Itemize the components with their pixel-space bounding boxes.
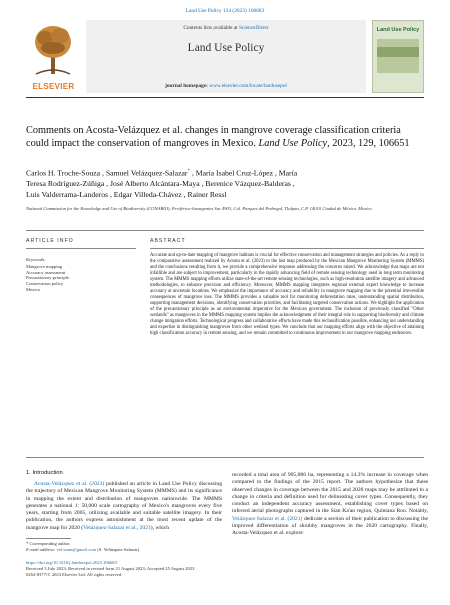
- email-label: E-mail address:: [26, 547, 57, 553]
- keyword-item: Mexico: [26, 286, 41, 292]
- homepage-line: [86, 83, 366, 89]
- keyword-item: Conservation policy: [26, 281, 64, 287]
- introduction-heading: 1. Introduction: [26, 470, 63, 476]
- title-tail: , 2023, 129, 106651: [327, 138, 410, 149]
- cover-graphic-band: [377, 47, 419, 57]
- email-link[interactable]: vel.ssam@gmail.com: [56, 547, 97, 553]
- journal-info-box: [86, 20, 366, 93]
- corresponding-author-mark[interactable]: *: [187, 169, 190, 174]
- abstract-text: Accurate and up-to-date mapping of mangrove habitats is crucial for effective conservation and management strategies and policies. As a reply to the comparative assessment realized by Acosta et al. (2023) to the last map produced by the Mexican Mangrove Monitoring System (MMMS) and the conclusions resulting from it, we provide a comprehensive response addressing the concerns raised. We acknowledge that maps are not infallible and are subject to improvement, particularly in the rapidly advancing field of remote sensing technology used in long term monitoring system. The MMMS mapping efforts utilize state-of-the-art remote sensing technologies, such as high-resolution satellite imagery and advanced methodologies, to enhance precision and efficiency. Moreover, MMMS mapping integrates regional external expert knowledge to increase accuracy at uncertain locations. We emphasize the importance of accuracy and reliability in mangrove mapping due to the potential irreversible consequences of mangrove loss. The MMMS provides a valuable tool for monitoring deforestation rates, understanding spatial distribution, supporting management decisions, identifying conservation priorities, and facilitating targeted conservation actions. We highlight the application of the precautionary principle as an environmental imperative for the Mexican government. The inclusion of previously classified "Other wetlands" as mangroves in the MMMS mapping system implies the acknowledgment of their integral role in supporting biodiversity and climate change mitigation efforts. Technological progress and collaborative efforts have made this reclassification possible, enhancing our understanding and expertise in distinguishing mangroves from other wetland types. We conclude that our mapping efforts align with the objective of attaining high classification accuracy in remote sensing, and we remain committed to continuous improvement in our mangrove mapping endeavors.: [150, 253, 424, 337]
- authors-line1: Carlos H. Troche-Souza , Samuel Velázquez-Salazar: [26, 168, 188, 178]
- authors-line2: Teresa Rodríguez-Zúñiga , José Alberto Alcántara-Maya , Berenice Vázquez-Balderas ,: [26, 179, 295, 189]
- footnote: [26, 541, 226, 554]
- abstract-rule: [150, 248, 424, 249]
- received-dates: Received 3 July 2023; Received in revised form 21 August 2023; Accepted 25 August 2023: [26, 566, 195, 572]
- journal-masthead: [26, 20, 424, 93]
- keyword-item: Precautionary principle: [26, 275, 69, 281]
- sciencedirect-link[interactable]: ScienceDirect: [238, 25, 269, 31]
- masthead-rule: [26, 97, 424, 98]
- citation-link[interactable]: Acosta-Velázquez et al. (2023): [34, 481, 105, 487]
- contents-prefix: Contents lists available at: [183, 25, 239, 31]
- intro-left-tail: ), which: [150, 524, 170, 531]
- abstract-heading: ABSTRACT: [150, 238, 186, 244]
- footnote-label: Corresponding author.: [28, 541, 71, 546]
- author-list: [26, 167, 416, 200]
- cover-title: Land Use Policy: [376, 27, 420, 33]
- title-journal: Land Use Policy: [258, 138, 328, 149]
- elsevier-logo[interactable]: [26, 20, 81, 93]
- title-main: Comments on Acosta-Velázquez et al. changes in mangrove coverage classification criteria could impact the conservation of mangroves in Mexico.: [26, 125, 401, 149]
- intro-right-text-a: recorded a total area of 905,086 ha, representing a 14.3% increase in coverage when compared to the findings of the 2015 report. The authors hypothesize that these observed changes in coverage between the 2015 and 2020 maps may be attributed to a change in criteria and definition used for delineating cover types. Consequently, they conduct an independent accuracy assessment, establishing cover types based on inferred aerial photographs captured in the Sian Ka'an region, Quintana Roo. Notably,: [232, 472, 428, 515]
- authors-line1-tail: , María Isabel Cruz-López , María: [189, 168, 298, 178]
- article-info-rule: [26, 248, 136, 249]
- homepage-link[interactable]: www.elsevier.com/locate/landusepol: [209, 83, 287, 89]
- journal-name: Land Use Policy: [187, 42, 265, 54]
- abstract-divider: [26, 457, 424, 458]
- doi-link[interactable]: https://doi.org/10.1016/j.landusepol.2023.106683: [26, 560, 117, 565]
- intro-right-text-b: dedicate a section of their publication to discussing the improved differentiation of shrubby mangroves in the 2020 cartography. Finally, Acosta-Velázquez et al. explore: [232, 515, 428, 537]
- email-tail: (S. Velázquez-Salazar).: [96, 547, 141, 553]
- authors-line3: Luis Valderrama-Landeros , Edgar Villeda-Chávez , Rainer Ressl: [26, 189, 227, 199]
- affiliation: National Commission for the Knowledge and Use of Biodiversity (CONABIO), Periférico-Insurgentes Sur 4903, Col. Parques del Pedregal, Tlalpan, C.P. 14010 Ciudad de México, Mexico: [26, 206, 372, 211]
- copyright: 0264-8377/© 2023 Elsevier Ltd. All rights reserved.: [26, 572, 123, 578]
- citation-link[interactable]: Velázquez-Salazar et al., 2021: [83, 524, 151, 531]
- homepage-prefix: journal homepage:: [165, 83, 210, 89]
- email-line: [26, 547, 226, 553]
- journal-citation-header[interactable]: Land Use Policy 134 (2023) 106683: [185, 8, 265, 14]
- elsevier-tree-icon: [32, 24, 74, 76]
- intro-left-column: [26, 481, 222, 532]
- keyword-item: Mangrove mapping: [26, 264, 63, 269]
- keywords-label: Keywords:: [26, 257, 46, 262]
- affiliation-divider: [26, 230, 424, 231]
- article-metadata: [26, 560, 326, 578]
- keywords-list: [26, 264, 126, 293]
- footnote-mark: *: [26, 541, 29, 546]
- article-info-heading: ARTICLE INFO: [26, 238, 74, 244]
- journal-cover-thumbnail[interactable]: [372, 20, 424, 93]
- keyword-item: Accuracy assessment: [26, 269, 66, 275]
- intro-left-text: published an article in Land Use Policy discussing the trajectory of Mexican Mangrove Monitoring System (MMMS) and its significance in mapping the extent and distribution of mangroves nationwide. The MMMS generates a national 1: 50,000 scale cartography of Mexico's mangroves every five years, starting from 2005, utilizing available and suitable satellite imagery. In their publication, the authors express astonishment at the most recent update of the mangrove map for 2020 (: [26, 481, 223, 531]
- citation-link[interactable]: Velázquez-Salazar et al. (2021): [232, 515, 303, 522]
- article-title: [26, 124, 424, 150]
- intro-right-column: [232, 472, 428, 538]
- contents-line: [86, 25, 366, 31]
- elsevier-wordmark: ELSEVIER: [32, 82, 75, 91]
- footnote-rule: [26, 538, 71, 539]
